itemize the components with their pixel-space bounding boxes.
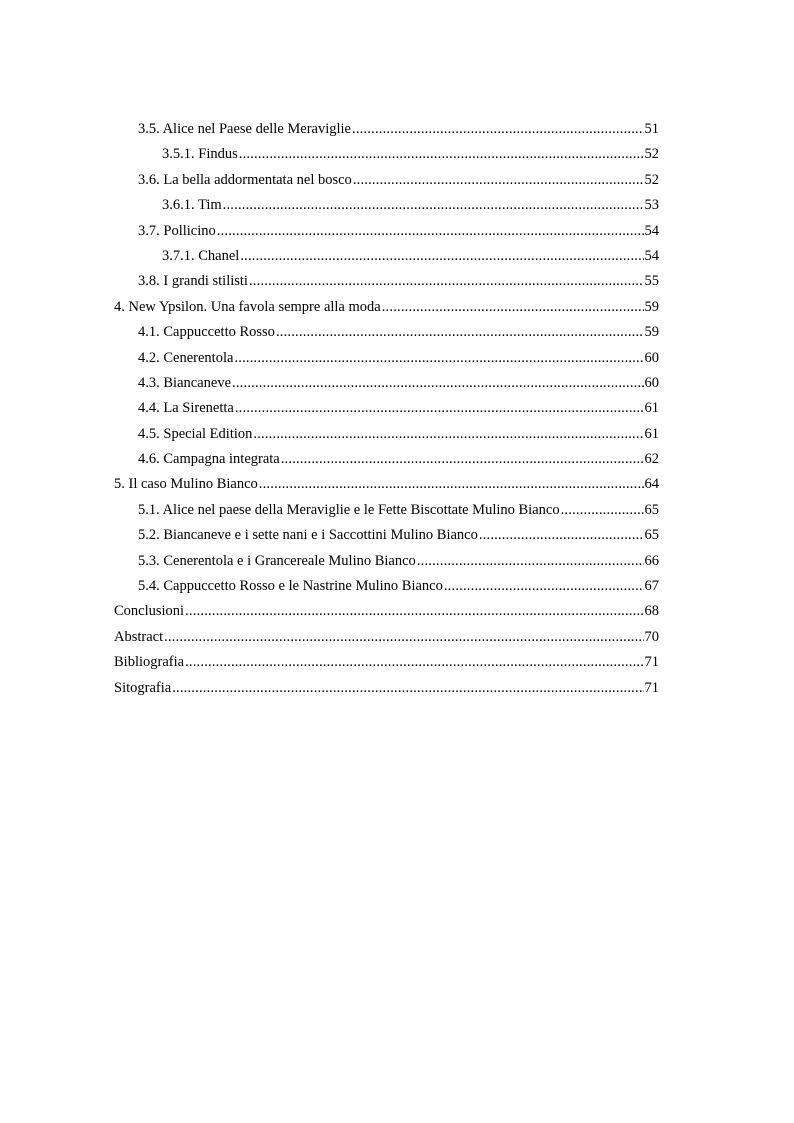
toc-entry-title: 3.5. Alice nel Paese delle Meraviglie xyxy=(138,121,351,137)
toc-entry[interactable] xyxy=(114,650,659,675)
toc-entry-title: 3.6. La bella addormentata nel bosco xyxy=(138,171,352,188)
toc-entry[interactable] xyxy=(114,422,659,447)
toc-dot-leader xyxy=(232,371,643,396)
toc-dot-leader xyxy=(239,142,644,167)
toc-entry-title: 5.4. Cappuccetto Rosso e le Nastrine Mulino Bianco xyxy=(138,578,443,595)
toc-entry[interactable] xyxy=(114,599,659,624)
toc-entry-page-number: 62 xyxy=(644,451,659,468)
toc-dot-leader xyxy=(382,295,644,320)
toc-dot-leader xyxy=(259,472,644,497)
toc-entry-title: Abstract xyxy=(114,628,164,645)
toc-entry-page-number: 54 xyxy=(644,222,659,239)
table-of-contents xyxy=(114,117,659,701)
toc-entry-title: 4.1. Cappuccetto Rosso xyxy=(138,324,275,341)
toc-entry[interactable] xyxy=(114,295,659,320)
toc-entry[interactable] xyxy=(114,219,659,244)
toc-dot-leader xyxy=(185,599,643,624)
toc-entry-title: 4.3. Biancaneve xyxy=(138,374,232,391)
toc-entry[interactable] xyxy=(114,371,659,396)
toc-entry-page-number: 71 xyxy=(644,679,659,696)
toc-dot-leader xyxy=(185,650,643,675)
toc-entry-title: 4.5. Special Edition xyxy=(138,425,253,442)
toc-entry[interactable] xyxy=(114,396,659,421)
toc-entry[interactable] xyxy=(114,142,659,167)
toc-dot-leader xyxy=(217,219,644,244)
toc-entry-page-number: 54 xyxy=(644,247,659,264)
toc-dot-leader xyxy=(172,676,643,701)
toc-entry-page-number: 59 xyxy=(644,324,659,341)
toc-entry[interactable] xyxy=(114,447,659,472)
toc-entry-title: Conclusioni xyxy=(114,603,185,620)
toc-entry-page-number: 59 xyxy=(644,298,659,315)
toc-entry-title: 3.5.1. Findus xyxy=(162,146,238,163)
toc-entry[interactable] xyxy=(114,625,659,650)
toc-entry-page-number: 65 xyxy=(644,501,659,518)
toc-entry[interactable] xyxy=(114,676,659,701)
toc-dot-leader xyxy=(253,422,643,447)
toc-entry-page-number: 61 xyxy=(644,425,659,442)
toc-entry-title: 4. New Ypsilon. Una favola sempre alla moda xyxy=(114,298,381,315)
toc-entry-title: 4.6. Campagna integrata xyxy=(138,451,280,468)
toc-entry[interactable] xyxy=(114,523,659,548)
toc-entry-page-number: 61 xyxy=(644,400,659,417)
toc-entry[interactable] xyxy=(114,472,659,497)
toc-dot-leader xyxy=(249,269,644,294)
toc-entry-title: 3.6.1. Tim xyxy=(162,197,222,214)
toc-entry-page-number: 66 xyxy=(644,552,659,569)
toc-dot-leader xyxy=(235,396,644,421)
toc-entry[interactable] xyxy=(114,320,659,345)
toc-entry-title: 4.2. Cenerentola xyxy=(138,349,234,366)
toc-entry[interactable] xyxy=(114,117,659,142)
toc-dot-leader xyxy=(276,320,644,345)
toc-entry[interactable] xyxy=(114,346,659,371)
toc-entry[interactable] xyxy=(114,549,659,574)
toc-entry-page-number: 55 xyxy=(644,273,659,290)
toc-entry-page-number: 68 xyxy=(644,603,659,620)
toc-dot-leader xyxy=(444,574,644,599)
toc-dot-leader xyxy=(353,168,644,193)
toc-entry-page-number: 52 xyxy=(644,171,659,188)
toc-entry[interactable] xyxy=(114,574,659,599)
toc-entry-title: Sitografia xyxy=(114,679,172,696)
toc-entry-page-number: 51 xyxy=(644,121,659,137)
toc-entry[interactable] xyxy=(114,193,659,218)
toc-entry-title: 5. Il caso Mulino Bianco xyxy=(114,476,258,493)
toc-dot-leader xyxy=(164,625,643,650)
toc-entry-page-number: 60 xyxy=(644,349,659,366)
toc-dot-leader xyxy=(240,244,643,269)
toc-entry[interactable] xyxy=(114,498,659,523)
toc-dot-leader xyxy=(234,346,643,371)
toc-entry-page-number: 64 xyxy=(644,476,659,493)
toc-entry-page-number: 67 xyxy=(644,578,659,595)
toc-entry-page-number: 60 xyxy=(644,374,659,391)
toc-entry-title: 3.7. Pollicino xyxy=(138,222,216,239)
toc-entry-page-number: 70 xyxy=(644,628,659,645)
toc-entry[interactable] xyxy=(114,168,659,193)
toc-entry-title: Bibliografia xyxy=(114,654,185,671)
toc-entry-page-number: 52 xyxy=(644,146,659,163)
toc-entry-title: 4.4. La Sirenetta xyxy=(138,400,234,417)
toc-dot-leader xyxy=(223,193,644,218)
toc-dot-leader xyxy=(417,549,644,574)
toc-dot-leader xyxy=(561,498,644,523)
toc-entry-page-number: 53 xyxy=(644,197,659,214)
toc-entry-page-number: 65 xyxy=(644,527,659,544)
toc-entry-page-number: 71 xyxy=(644,654,659,671)
toc-entry[interactable] xyxy=(114,244,659,269)
toc-entry-title: 5.1. Alice nel paese della Meraviglie e le Fette Biscottate Mulino Bianco xyxy=(138,501,560,518)
toc-entry-title: 5.2. Biancaneve e i sette nani e i Saccottini Mulino Bianco xyxy=(138,527,478,544)
toc-dot-leader xyxy=(281,447,644,472)
toc-entry[interactable] xyxy=(114,269,659,294)
toc-entry-title: 3.8. I grandi stilisti xyxy=(138,273,248,290)
toc-dot-leader xyxy=(479,523,644,548)
toc-entry-title: 5.3. Cenerentola e i Grancereale Mulino Bianco xyxy=(138,552,416,569)
toc-entry-title: 3.7.1. Chanel xyxy=(162,247,240,264)
toc-dot-leader xyxy=(352,117,644,142)
